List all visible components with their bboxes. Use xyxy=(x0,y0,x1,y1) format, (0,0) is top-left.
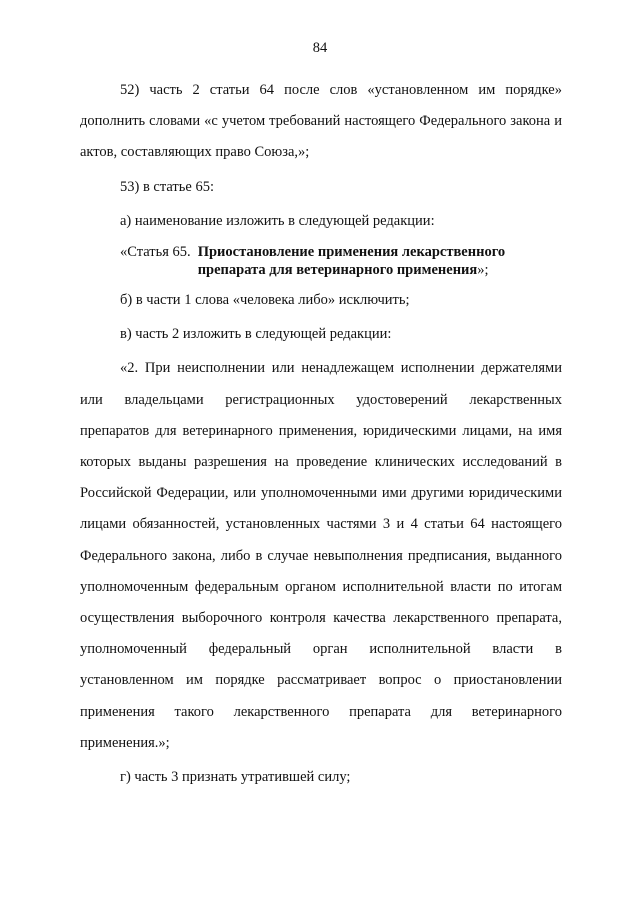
document-body xyxy=(80,75,562,793)
paragraph-b: б) в части 1 слова «человека либо» исключить; xyxy=(120,292,410,309)
article-heading xyxy=(120,243,562,279)
paragraph-53: 53) в статье 65: xyxy=(120,178,214,195)
page-number: 84 xyxy=(312,40,328,56)
paragraph-a: а) наименование изложить в следующей редакции: xyxy=(120,212,435,229)
paragraph-g: г) часть 3 признать утратившей силу; xyxy=(120,769,351,786)
article-heading-text xyxy=(198,243,562,279)
article-heading-tail: »; xyxy=(477,262,489,279)
article-heading-title: Приостановление применения лекарственного препарата для ветеринарного применения xyxy=(197,244,506,279)
paragraph-part-2: «2. При неисполнении или ненадлежащем исполнении держателями или владельцами регистрационных удостоверений лекарственных препаратов для ветеринарного применения, юридическими лицами, на имя которых выданы разрешения на проведение клинических исследований в Российской Федерации, или уполномоченными ими другими юридическими лицами обязанностей, установленных частями 3 и 4 статьи 64 настоящего Федерального закона, либо в случае невыполнения предписания, выданного уполномоченным федеральным органом исполнительной власти по итогам осуществления выборочного контроля качества лекарственного препарата, уполномоченный федеральный орган исполнительной власти в установленном им порядке рассматривает вопрос о приостановлении применения такого лекарственного препарата для ветеринарного применения.»; xyxy=(80,360,562,751)
article-heading-number: «Статья 65. xyxy=(120,244,191,261)
paragraph-v: в) часть 2 изложить в следующей редакции: xyxy=(120,326,392,343)
paragraph-52: 52) часть 2 статьи 64 после слов «установленном им порядке» дополнить словами «с учетом требований настоящего Федерального закона и актов, составляющих право Союза,»; xyxy=(80,82,562,161)
